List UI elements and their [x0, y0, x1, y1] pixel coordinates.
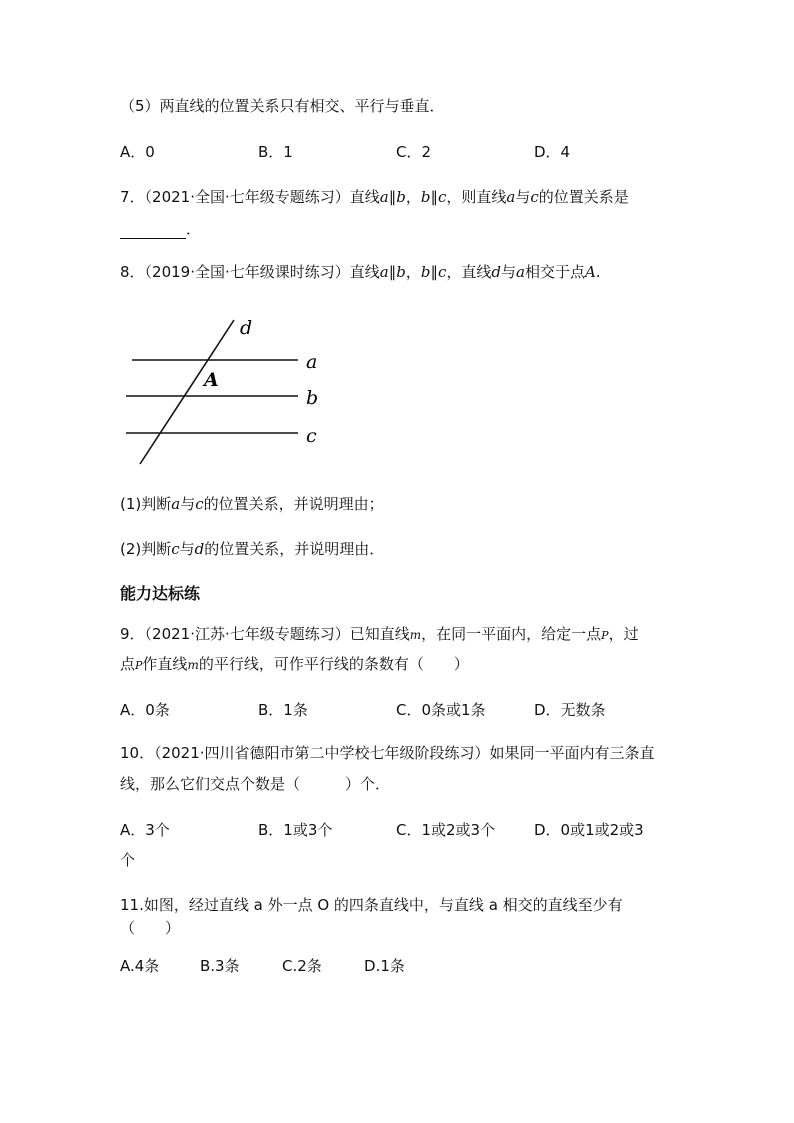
q6-option-a: A．0	[120, 143, 155, 161]
var-a: a	[506, 188, 516, 206]
q7-source: （2021·全国·七年级专题练习）	[144, 188, 350, 206]
point-A: A	[584, 263, 596, 281]
q8-question	[120, 262, 601, 282]
var-c: c	[437, 188, 447, 206]
q7-text: ，则直线	[446, 188, 507, 206]
q9-text: 9．（2021·江苏·七年级专题练习）已知直线	[120, 625, 410, 643]
q7-question	[120, 187, 629, 207]
q9-text: ，在同一平面内，给定一点	[421, 625, 602, 643]
var-d: d	[194, 540, 205, 558]
q9-question-line1	[120, 624, 639, 646]
q10-question-line1: 10．（2021·四川省德阳市第二中学校七年级阶段练习）如果同一平面内有三条直	[120, 744, 655, 762]
q8-text: ，直线	[446, 263, 492, 281]
q7-number: 7．	[120, 188, 145, 206]
q9-text: 作直线	[142, 655, 188, 673]
q9-option-c: C．0条或1条	[396, 701, 486, 719]
var-b: b	[396, 263, 406, 281]
label-c: c	[306, 425, 317, 447]
q9-option-a: A．0条	[120, 701, 170, 719]
q11-option-c: C.2条	[282, 957, 322, 975]
q11-option-d: D.1条	[364, 957, 405, 975]
q8-part1-text: 的位置关系，并说明理由；	[203, 495, 384, 513]
label-d: d	[240, 317, 253, 339]
q8-part1-text: 与	[180, 495, 196, 513]
q6-option-c: C．2	[396, 143, 432, 161]
q11-question-line1: 11.如图，经过直线 a 外一点 O 的四条直线中，与直线 a 相交的直线至少有	[120, 896, 623, 914]
q9-option-b: B．1条	[258, 701, 308, 719]
var-b: b	[420, 188, 431, 206]
var-c: c	[437, 263, 447, 281]
var-d: d	[491, 263, 501, 281]
q8-part-2	[120, 539, 384, 559]
q7-text: 与	[515, 188, 531, 206]
q7-text: 直线	[349, 188, 380, 206]
q11-question-line2: （ ）	[120, 919, 181, 937]
var-m: m	[409, 628, 422, 642]
q7-answer-line	[120, 219, 201, 239]
q9-question-line2	[120, 654, 469, 676]
var-b: b	[396, 188, 406, 206]
q10-option-b: B．1或3个	[258, 821, 333, 839]
q10-question-line2: 线，那么它们交点个数是（ ）个．	[120, 775, 391, 793]
var-c: c	[171, 540, 180, 558]
label-b: b	[306, 387, 319, 409]
q7-answer-blank[interactable]	[120, 222, 186, 239]
q9-text: ，过	[608, 625, 639, 643]
parallel-symbol: ∥	[430, 188, 438, 206]
q8-source: （2019·全国·七年级课时练习）	[144, 263, 350, 281]
var-a: a	[379, 188, 389, 206]
label-a: a	[306, 351, 318, 373]
q8-part2-text: (2)判断	[120, 540, 172, 558]
q10-option-d: D．0或1或2或3	[534, 821, 644, 839]
q11-option-a: A.4条	[120, 957, 160, 975]
var-a: a	[171, 495, 181, 513]
q8-part2-text: 与	[179, 540, 195, 558]
q7-text: 的位置关系是	[538, 188, 629, 206]
q8-text: 相交于点	[524, 263, 585, 281]
q10-option-c: C．1或2或3个	[396, 821, 496, 839]
var-c: c	[530, 188, 539, 206]
parallel-lines-figure	[120, 312, 340, 472]
var-a: a	[379, 263, 389, 281]
q8-part2-text: 的位置关系，并说明理由．	[204, 540, 385, 558]
q9-text: 的平行线，可作平行线的条数有（ ）	[198, 655, 469, 673]
q9-text: 点	[120, 655, 136, 673]
q7-end: ．	[186, 220, 202, 238]
q8-end: .	[595, 263, 601, 281]
line-d	[140, 320, 234, 464]
q6-option-b: B．1	[258, 143, 293, 161]
var-m: m	[187, 658, 199, 672]
parallel-symbol: ∥	[430, 263, 438, 281]
point-P: P	[601, 629, 609, 642]
q9-option-d: D．无数条	[534, 701, 606, 719]
var-b: b	[420, 263, 431, 281]
q10-option-a: A．3个	[120, 821, 170, 839]
q8-number: 8．	[120, 263, 145, 281]
parallel-symbol: ∥	[388, 263, 397, 281]
q8-text: 直线	[349, 263, 380, 281]
comma: ，	[405, 263, 421, 281]
q10-option-d-wrap: 个	[120, 851, 136, 869]
q11-option-b: B.3条	[200, 957, 240, 975]
q6-option-d: D．4	[534, 143, 571, 161]
comma: ，	[405, 188, 421, 206]
point-P: P	[135, 659, 143, 672]
q6-statement-5: （5）两直线的位置关系只有相交、平行与垂直．	[120, 97, 445, 115]
q8-text: 与	[501, 263, 517, 281]
section-heading: 能力达标练	[120, 584, 201, 603]
q8-part1-text: (1)判断	[120, 495, 172, 513]
q8-part-1	[120, 494, 384, 514]
var-a: a	[516, 263, 525, 281]
label-A: A	[204, 369, 219, 391]
parallel-symbol: ∥	[388, 188, 397, 206]
var-c: c	[195, 495, 204, 513]
